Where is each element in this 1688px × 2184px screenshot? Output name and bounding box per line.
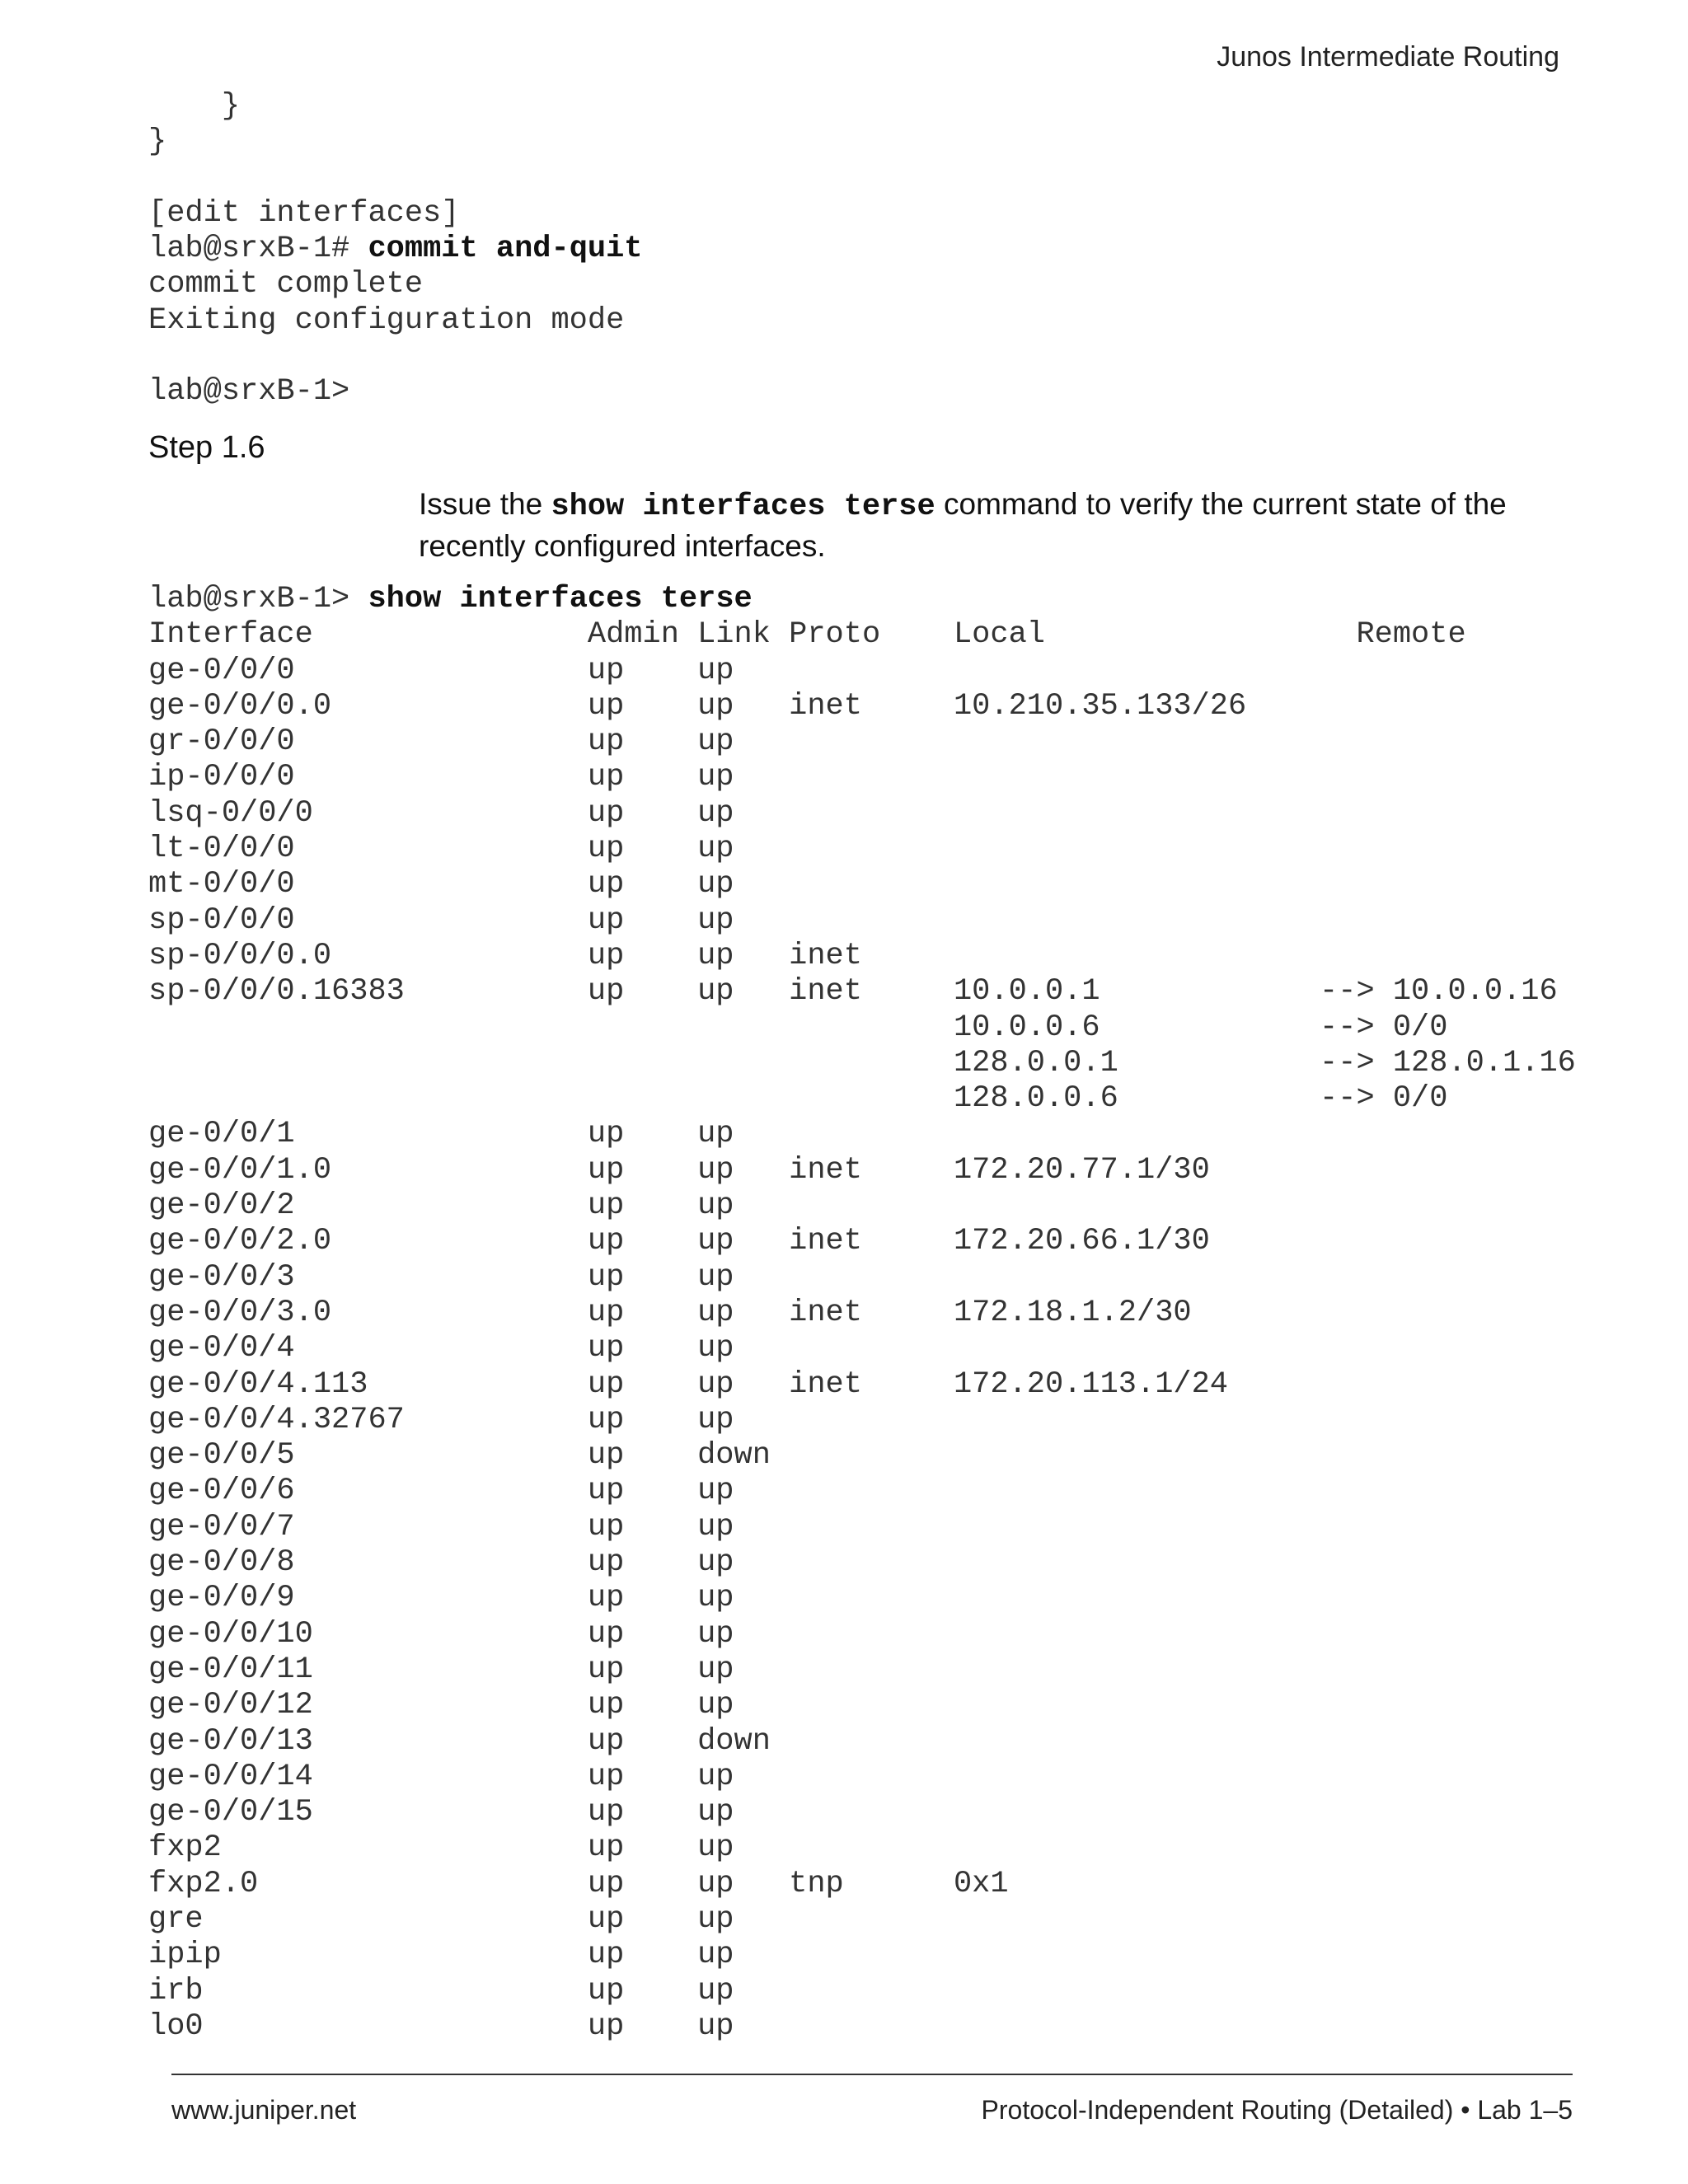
- code-line: commit complete: [148, 267, 424, 302]
- code-line: ip-0/0/0 up up: [148, 760, 734, 795]
- code-line: fxp2 up up: [148, 1830, 734, 1866]
- code-line: 128.0.0.6 --> 0/0: [148, 1081, 1448, 1117]
- cli-command-line: [148, 582, 1576, 617]
- instruction-command: show interfaces terse: [551, 490, 935, 524]
- cli-prompt: lab@srxB-1>: [148, 582, 368, 616]
- code-line: 10.0.0.6 --> 0/0: [148, 1010, 1448, 1045]
- code-line: ge-0/0/4.113 up up inet 172.20.113.1/24: [148, 1366, 1229, 1402]
- code-line: gr-0/0/0 up up: [148, 724, 734, 760]
- running-header: Junos Intermediate Routing: [1217, 41, 1559, 73]
- code-line: ge-0/0/9 up up: [148, 1581, 734, 1616]
- code-line: mt-0/0/0 up up: [148, 867, 734, 902]
- code-line: ge-0/0/7 up up: [148, 1509, 734, 1544]
- code-block-interfaces-terse: [148, 582, 1576, 2045]
- code-line: [edit interfaces]: [148, 195, 460, 231]
- step-heading: Step 1.6: [148, 430, 265, 465]
- code-line: ge-0/0/0.0 up up inet 10.210.35.133/26: [148, 688, 1247, 724]
- code-line: [148, 232, 643, 267]
- code-line: }: [148, 89, 241, 124]
- code-line: ge-0/0/1.0 up up inet 172.20.77.1/30: [148, 1152, 1210, 1188]
- instruction-text-after: command to verify the current state of the recently configured interfaces.: [419, 487, 1507, 563]
- cli-command: show interfaces terse: [368, 582, 753, 616]
- code-line: ge-0/0/10 up up: [148, 1616, 734, 1652]
- code-line: ge-0/0/15 up up: [148, 1795, 734, 1830]
- code-line: ge-0/0/12 up up: [148, 1688, 734, 1723]
- code-line: Exiting configuration mode: [148, 302, 625, 338]
- code-line: 128.0.0.1 --> 128.0.1.16: [148, 1045, 1576, 1080]
- code-line: ge-0/0/4.32767 up up: [148, 1402, 734, 1437]
- code-line: ge-0/0/0 up up: [148, 653, 734, 688]
- code-line: [148, 161, 643, 196]
- code-line: ge-0/0/2.0 up up inet 172.20.66.1/30: [148, 1224, 1210, 1259]
- instruction-text-before: Issue the: [419, 487, 551, 521]
- code-line: ge-0/0/14 up up: [148, 1759, 734, 1794]
- code-line: lo0 up up: [148, 2008, 734, 2044]
- code-line: lt-0/0/0 up up: [148, 832, 734, 867]
- footer-divider: [171, 2074, 1573, 2075]
- code-line: ge-0/0/13 up down: [148, 1723, 771, 1759]
- cli-prompt: lab@srxB-1#: [148, 232, 368, 267]
- code-line: ge-0/0/5 up down: [148, 1438, 771, 1474]
- cli-command: commit and-quit: [368, 232, 643, 267]
- footer-website: www.juniper.net: [171, 2095, 357, 2125]
- code-line: fxp2.0 up up tnp 0x1: [148, 1866, 1009, 1901]
- code-line: ge-0/0/6 up up: [148, 1474, 734, 1509]
- footer-page-info: Protocol-Independent Routing (Detailed) • Lab 1–5: [981, 2095, 1573, 2125]
- code-block-commit: [148, 89, 643, 410]
- code-line: Interface Admin Link Proto Local Remote: [148, 617, 1466, 653]
- code-line: ipip up up: [148, 1938, 734, 1973]
- code-line: ge-0/0/8 up up: [148, 1545, 734, 1581]
- code-line: }: [148, 124, 167, 160]
- code-line: ge-0/0/4 up up: [148, 1331, 734, 1366]
- code-line: irb up up: [148, 1973, 734, 2008]
- code-line: ge-0/0/1 up up: [148, 1117, 734, 1152]
- code-line: lsq-0/0/0 up up: [148, 795, 734, 831]
- step-instruction: [419, 485, 1573, 566]
- code-line: ge-0/0/2 up up: [148, 1188, 734, 1224]
- code-line: ge-0/0/3.0 up up inet 172.18.1.2/30: [148, 1295, 1192, 1330]
- code-line: sp-0/0/0 up up: [148, 902, 734, 938]
- code-line: sp-0/0/0.0 up up inet: [148, 938, 862, 973]
- code-line: gre up up: [148, 1901, 734, 1937]
- code-line: sp-0/0/0.16383 up up inet 10.0.0.1 --> 10.0.0.16: [148, 974, 1558, 1010]
- code-line: ge-0/0/11 up up: [148, 1652, 734, 1687]
- code-line: [148, 339, 643, 374]
- code-line: lab@srxB-1>: [148, 374, 350, 410]
- code-line: ge-0/0/3 up up: [148, 1259, 734, 1295]
